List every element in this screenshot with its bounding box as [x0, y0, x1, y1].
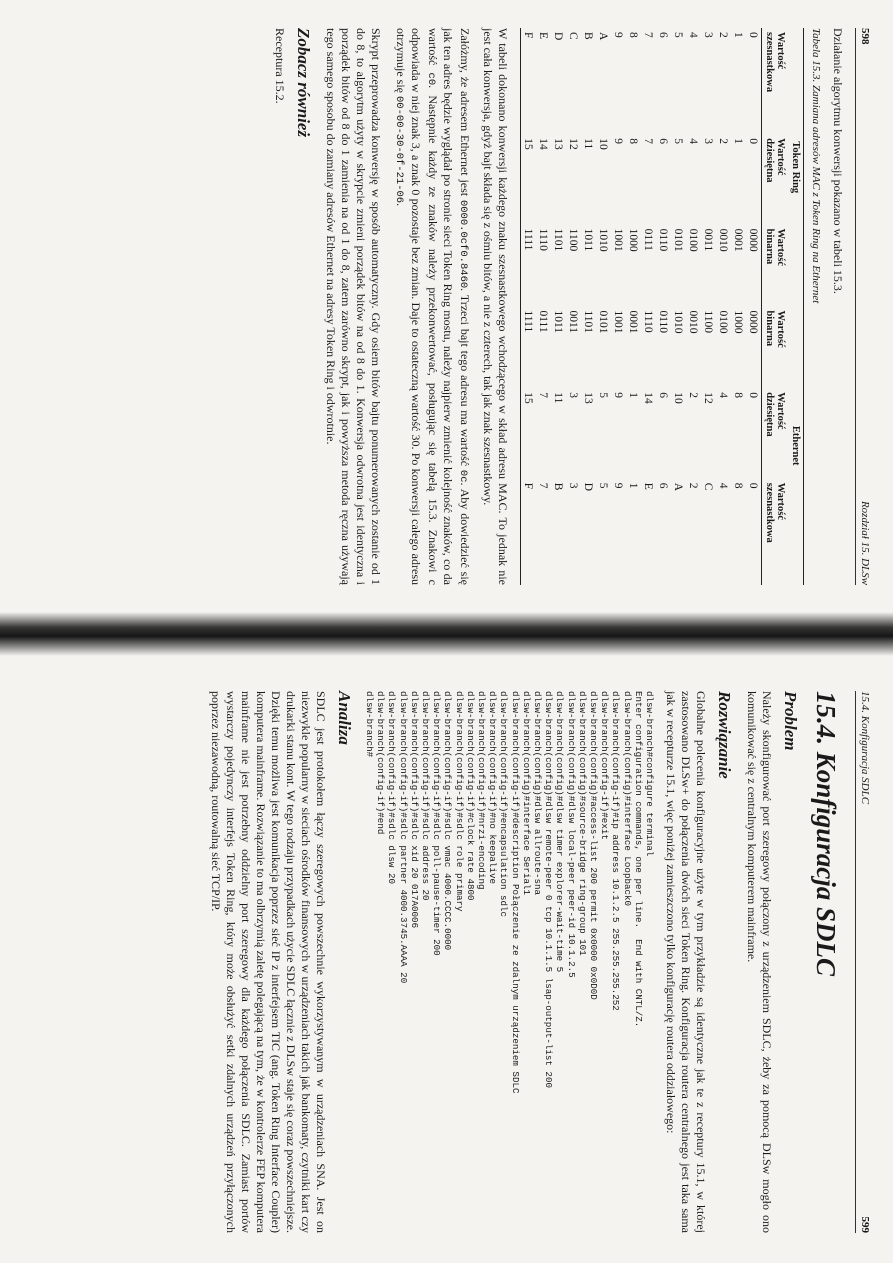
table-row	[536, 28, 551, 585]
table-cell: 1110	[537, 228, 550, 251]
table-cell: 9	[612, 392, 625, 399]
table-cell: 1101	[552, 228, 565, 252]
table-cell: 13	[552, 138, 565, 150]
table-cell: 0101	[672, 228, 685, 252]
table-cell: 4	[687, 138, 700, 144]
code-line: dlsw-branch(config-if)#end	[375, 691, 387, 835]
table-cell: 1000	[732, 310, 745, 334]
table-cell: 0	[747, 392, 760, 399]
table-cell: 1001	[612, 228, 625, 252]
code-line: dlsw-branch(config-if)#description Połączenie ze zdalnym urządzeniem SDLC	[509, 691, 521, 1094]
table-row	[731, 28, 746, 585]
right-page	[0, 655, 893, 1263]
left-running-head	[855, 28, 871, 585]
table-cell: 11	[552, 392, 565, 404]
paragraph-script-note: Skrypt przeprowadza konwersję w sposób automatyczny. Gdy osiem bitów bajtu ponumerowanych zostanie od 1 do 8, to algorytm użyty w skrypcie zmieni porządek bitów na od 8 do 1. Konwersja odwrotna jest identyczna i porządek bitów od 8 do 1 zamienia na od 1 do 8, zatem zarówno skrypt, jak i powyższa metoda ręczna używają tego samego sposobu do zamiany adresów Ethernet na adresy Token Ring i odwrotnie.	[324, 28, 383, 585]
section-title: 15.4. Konfiguracja SDLC	[811, 691, 841, 977]
table-cell: B	[552, 482, 565, 491]
table-cell: 0001	[732, 228, 745, 252]
analysis-text: SDLC jest protokołem łączy szeregowych powszechnie wykorzystywanym w urządzeniach SNA. Jest on niezwykle popularny w sieciach ośrodków finansowych w urządzeniach takich jak bankomaty, czytniki kart czy drukarki stanu kont. W tego rodzaju przypadkach użycie SDLC łącznie z DLSw staje się coraz powszechniejsze. Dzięki temu możliwa jest komunikacja poprzez sieć IP z interfejsem TIC (ang. Token Ring Interface Coupler) komputera mainframe. Rozwiązanie to ma olbrzymią zaletę polegającą na tym, że w kontrolerze FEP komputera mainframe nie jest potrzebny oddzielny port szeregowy dla każdego połączenia SDLC. Zamiast portów wystarczy pojedynczy interfejs Token Ring, który może obsłużyć setki zdalnych urządzeń przyłączonych poprzez niezawodną, routowalną sieć TCP/IP.	[208, 691, 328, 1233]
table-cell: 1001	[612, 310, 625, 334]
analysis-heading: Analiza	[334, 691, 354, 745]
code-line: dlsw-branch(config-if)#sdlc partner 4000.3745.AAAA 20	[397, 691, 409, 984]
table-cell: 0101	[597, 310, 610, 334]
code-line: dlsw-branch(config-if)#clock rate 4800	[464, 691, 476, 901]
see-also-heading: Zobacz również	[294, 28, 313, 138]
code-line: dlsw-branch(config-if)#sdlc xid 20 017A0006	[408, 691, 420, 929]
table-cell: E	[537, 32, 550, 40]
table-cell: 8	[732, 392, 745, 399]
table-cell: 9	[612, 32, 625, 38]
table-caption: Tabela 15.3. Zamiana adresów MAC z Token Ring na Ethernet	[810, 28, 822, 304]
table-row	[641, 28, 656, 585]
table-cell: 6	[657, 482, 670, 489]
column-header: Wartość dziesiętna	[762, 388, 789, 478]
table-row	[626, 28, 641, 585]
table-cell: 15	[521, 388, 537, 478]
table-cell: 10	[597, 138, 610, 150]
table-cell: D	[552, 32, 565, 41]
table-row	[716, 28, 731, 585]
table-cell: 0011	[567, 310, 580, 334]
solution-heading: Rozwiązanie	[715, 691, 734, 779]
code-line: Enter configuration commands, one per line. End with CNTL/Z.	[632, 691, 644, 1028]
table-cell: 3	[702, 138, 715, 144]
table-cell: 4	[687, 32, 700, 38]
paragraph-example: Załóżmy, że adresem Ethernet jest 0000.0cf0.8460. Trzeci bajt tego adresu ma wartość 0c. Aby dowiedzieć się jak ten adres będzie wyglądał po stronie sieci Token Ring mostu, należy najpierw zmienić kolejność znaków, co da wartość c0. Następnie każdy ze znaków należy przekonwertować, posługując się tabelą 15.3. Znakowi c odpowiada w niej znak 3, a znak 0 pozostaje bez zmian. Daje to ostateczną wartość 30. Po konwersji całego adresu otrzymuje się 00-00-30-0f-21-06.	[393, 28, 472, 585]
table-cell: 4	[717, 392, 730, 399]
table-cell: 6	[657, 138, 670, 144]
table-cell: 1011	[582, 228, 595, 252]
column-header: Wartość binarna	[762, 225, 789, 307]
code-line: dlsw-branch(config-if)#sdlc poll-pause-timer 200	[431, 691, 443, 956]
code-line: dlsw-branch(config-if)#encapsulation sdlc	[498, 691, 510, 918]
table-cell: 1101	[582, 310, 595, 334]
table-cell: F	[521, 479, 537, 585]
table-cell: 9	[612, 138, 625, 144]
table-cell: 0011	[702, 228, 715, 252]
code-line: dlsw-branch(config-if)#no keepalive	[487, 691, 499, 884]
table-cell: E	[642, 482, 655, 490]
code-line: dlsw-branch(config-if)#nrzi-encoding	[475, 691, 487, 890]
table-row	[671, 28, 686, 585]
table-cell: 4	[717, 482, 730, 489]
left-page	[0, 0, 893, 615]
table-cell: 3	[567, 392, 580, 399]
code-line: dlsw-branch(config)#access-list 200 permit 0x0000 0x0D0D	[587, 691, 599, 1000]
group-token-ring: Token Ring	[788, 28, 804, 306]
table-body	[521, 28, 762, 585]
table-cell: 1111	[521, 225, 537, 307]
table-cell: 6	[657, 32, 670, 38]
table-cell: 1	[627, 482, 640, 489]
table-cell: 7	[642, 32, 655, 38]
table-cell: 0	[747, 482, 760, 489]
problem-heading: Problem	[781, 691, 800, 751]
table-cell: 0	[747, 32, 760, 38]
table-cell: 6	[657, 392, 670, 399]
code-line: dlsw-branch(config-if)#sdlc dlsw 20	[386, 691, 398, 884]
group-ethernet: Ethernet	[788, 306, 804, 585]
table-cell: 3	[702, 32, 715, 38]
column-header: Wartość szesnastkowa	[762, 479, 789, 585]
left-running-title: Rozdział 15. DLSw	[859, 500, 871, 585]
right-running-head	[855, 691, 871, 1233]
code-line: dlsw-branch#	[363, 691, 375, 758]
table-cell: 0111	[642, 228, 655, 251]
table-cell: 2	[717, 32, 730, 38]
table-row	[656, 28, 671, 585]
table-cell: 1010	[597, 228, 610, 252]
table-cell: 8	[627, 138, 640, 144]
table-cell: 13	[582, 392, 595, 404]
code-line: dlsw-branch(config)#interface Serial1	[520, 691, 532, 895]
table-cell: 1	[627, 392, 640, 399]
mac-conversion-table	[520, 28, 804, 585]
table-cell: 5	[672, 32, 685, 38]
column-header: Wartość szesnastkowa	[762, 28, 789, 134]
code-line: dlsw-branch(config)#source-bridge ring-group 101	[576, 691, 588, 956]
table-cell: 0111	[537, 310, 550, 333]
code-line: dlsw-branch(config)#dlsw remote-peer 0 tcp 10.1.1.5 lsap-output-list 200	[543, 691, 555, 1088]
table-cell: 15	[521, 134, 537, 224]
table-cell: 0000	[747, 228, 760, 252]
table-cell: D	[582, 482, 595, 492]
table-cell: 5	[597, 482, 610, 489]
table-cell: 0	[747, 138, 760, 144]
table-cell: 5	[597, 392, 610, 399]
code-line: dlsw-branch#configure terminal	[644, 691, 655, 857]
table-cell: 3	[567, 482, 580, 489]
table-row	[701, 28, 716, 585]
table-row	[686, 28, 701, 585]
code-line: dlsw-branch(config)#dlsw local-peer peer-id 10.1.2.5	[565, 691, 577, 978]
paragraph-conversion-note: W tabeli dokonano konwersji każdego znaku szesnastkowego wchodzącego w skład adresu MAC. To jednak nie jest cała konwersja, gdyż bajt składa się z ośmiu bitów, a nie z czterech, tak jak znak szesnastkowy.	[481, 28, 510, 585]
table-row	[581, 28, 596, 585]
solution-text: Globalne polecenia konfiguracyjne użyte w tym przykładzie są identyczne jak te z receptury 15.1, w której zastosowano DLSw+ do połączenia dwóch sieci Token Ring. Konfiguracja routera centralnego jest taka sama jak w recepturze 15.1, więc poniżej zamieszczono tylko konfigurację routera oddziałowego:	[664, 691, 708, 1233]
table-cell: 7	[537, 392, 550, 399]
code-line: dlsw-branch(config-if)#sdlc vmac 4000.CCCC.0000	[442, 691, 454, 951]
table-cell: 2	[687, 392, 700, 399]
table-cell: 14	[537, 138, 550, 150]
code-line: dlsw-branch(config)#interface Loopback0	[621, 691, 633, 907]
table-cell: 7	[537, 482, 550, 489]
table-cell: A	[597, 32, 610, 41]
table-cell: 8	[627, 32, 640, 38]
table-column-header	[762, 28, 789, 585]
column-header: Wartość dziesiętna	[762, 134, 789, 224]
problem-text: Należy skonfigurować port szeregowy połączony z urządzeniem SDLC, żeby za pomocą DLSw mogło ono komunikować się z centralnym komputerem mainframe.	[745, 691, 774, 1233]
code-line: dlsw-branch(config-if)#exit	[599, 691, 611, 840]
table-cell: 9	[612, 482, 625, 489]
table-cell: 1111	[521, 306, 537, 388]
table-cell: 0000	[747, 310, 760, 334]
left-page-number: 598	[859, 28, 871, 45]
table-cell: A	[672, 482, 685, 492]
book-gutter-shadow	[0, 612, 893, 656]
config-code-block	[364, 691, 655, 1233]
table-cell: 11	[582, 138, 595, 150]
table-cell: 1100	[567, 228, 580, 252]
table-cell: 0010	[687, 310, 700, 334]
table-cell: C	[567, 32, 580, 40]
table-cell: 10	[672, 392, 685, 404]
table-cell: 0110	[657, 310, 670, 334]
table-cell: 1011	[552, 310, 565, 334]
table-cell: 7	[642, 138, 655, 144]
table-cell: C	[702, 482, 715, 491]
right-running-title: 15.4. Konfiguracja SDLC	[859, 691, 871, 805]
table-row	[596, 28, 611, 585]
table-intro: Działanie algorytmu konwersji pokazano w tabeli 15.3.	[831, 28, 845, 294]
table-row	[746, 28, 762, 585]
table-cell: 1110	[642, 310, 655, 333]
table-row	[551, 28, 566, 585]
table-cell: 1000	[627, 228, 640, 252]
table-cell: 2	[687, 482, 700, 489]
table-cell: 1010	[672, 310, 685, 334]
table-cell: 1	[732, 138, 745, 144]
table-cell: 0010	[717, 228, 730, 252]
table-cell: 1100	[702, 310, 715, 334]
table-row	[611, 28, 626, 585]
table-cell: 1	[732, 32, 745, 38]
table-cell: 5	[672, 138, 685, 144]
table-cell: 12	[567, 138, 580, 150]
table-cell: 0100	[717, 310, 730, 334]
column-header: Wartość binarna	[762, 306, 789, 388]
table-group-header	[788, 28, 804, 585]
table-cell: 0001	[627, 310, 640, 334]
code-line: dlsw-branch(config-if)#sdlc role primary	[453, 691, 465, 912]
right-page-number: 599	[859, 1216, 871, 1233]
code-line: dlsw-branch(config)#dlsw allroute-sna	[531, 691, 543, 895]
table-cell: 2	[717, 138, 730, 144]
table-cell: B	[582, 32, 595, 40]
table-cell: 12	[702, 392, 715, 404]
see-also-text: Receptura 15.2.	[273, 28, 287, 104]
table-cell: 0110	[657, 228, 670, 252]
code-line: dlsw-branch(config-if)#sdlc address 20	[419, 691, 431, 901]
table-row	[521, 28, 537, 585]
table-cell: 14	[642, 392, 655, 404]
code-line: dlsw-branch(config-if)#ip address 10.1.2.5 255.255.255.252	[610, 691, 622, 1011]
table-cell: F	[521, 28, 537, 134]
table-row	[566, 28, 581, 585]
table-cell: 0100	[687, 228, 700, 252]
table-cell: 8	[732, 482, 745, 489]
code-line: dlsw-branch(config)#dlsw timer explorer-wait-time 5	[554, 691, 566, 973]
